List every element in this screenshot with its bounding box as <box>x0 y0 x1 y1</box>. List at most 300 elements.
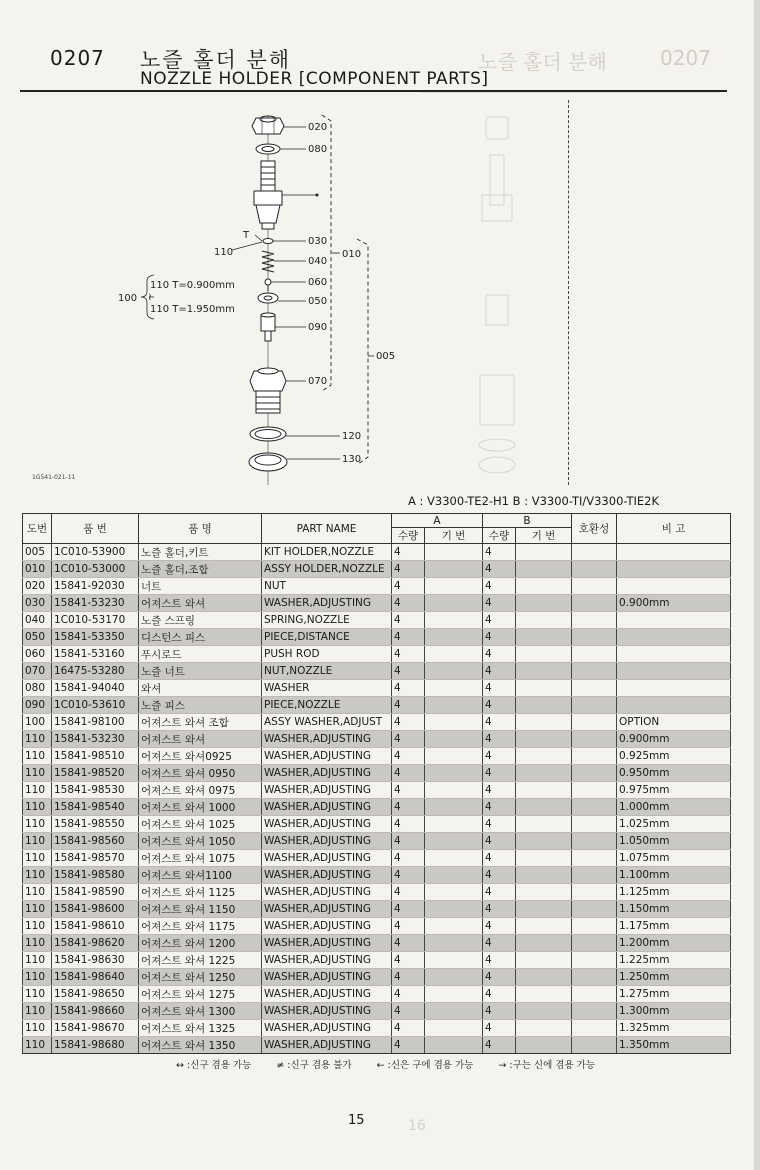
row-remarks: OPTION <box>617 714 731 731</box>
row-name-korean: 어져스트 와셔1100 <box>139 867 262 884</box>
row-serial-b <box>516 782 572 799</box>
row-interchange <box>572 748 617 765</box>
row-interchange <box>572 799 617 816</box>
table-row <box>23 884 731 901</box>
row-interchange <box>572 850 617 867</box>
row-serial-b <box>516 561 572 578</box>
row-part-number: 15841-98600 <box>52 901 139 918</box>
table-row <box>23 680 731 697</box>
row-remarks: 0.925mm <box>617 748 731 765</box>
row-interchange <box>572 697 617 714</box>
row-serial-a <box>425 646 483 663</box>
row-remarks: 1.225mm <box>617 952 731 969</box>
row-ref-no: 110 <box>23 765 52 782</box>
row-name-korean: 어져스트 와셔 1350 <box>139 1037 262 1054</box>
row-part-number: 15841-53160 <box>52 646 139 663</box>
header-no: 도번 <box>23 514 52 544</box>
row-interchange <box>572 561 617 578</box>
row-interchange <box>572 1020 617 1037</box>
row-interchange <box>572 663 617 680</box>
figure-id: 1G541-021-11 <box>32 474 76 481</box>
row-serial-b <box>516 1003 572 1020</box>
row-qty-b: 4 <box>483 561 516 578</box>
label-010: 010 <box>342 249 362 260</box>
row-serial-a <box>425 731 483 748</box>
row-qty-a: 4 <box>392 629 425 646</box>
row-ref-no: 110 <box>23 884 52 901</box>
row-part-name: PIECE,NOZZLE <box>262 697 392 714</box>
row-qty-a: 4 <box>392 850 425 867</box>
row-part-name: WASHER,ADJUSTING <box>262 1037 392 1054</box>
row-serial-a <box>425 884 483 901</box>
row-remarks: 1.275mm <box>617 986 731 1003</box>
label-120: 120 <box>342 431 362 442</box>
row-part-name: PIECE,DISTANCE <box>262 629 392 646</box>
row-serial-a <box>425 867 483 884</box>
row-serial-b <box>516 952 572 969</box>
row-serial-b <box>516 986 572 1003</box>
row-name-korean: 어져스트 와셔 1250 <box>139 969 262 986</box>
row-serial-b <box>516 731 572 748</box>
header-group-a: A <box>392 514 483 528</box>
label-040: 040 <box>308 256 328 267</box>
row-part-number: 15841-98630 <box>52 952 139 969</box>
row-remarks: 1.125mm <box>617 884 731 901</box>
row-serial-b <box>516 612 572 629</box>
row-ref-no: 110 <box>23 748 52 765</box>
row-part-name: KIT HOLDER,NOZZLE <box>262 544 392 561</box>
page-number: 15 <box>348 1113 365 1128</box>
row-serial-a <box>425 850 483 867</box>
row-ref-no: 110 <box>23 952 52 969</box>
row-qty-b: 4 <box>483 629 516 646</box>
row-serial-b <box>516 646 572 663</box>
row-serial-a <box>425 561 483 578</box>
row-remarks: 1.300mm <box>617 1003 731 1020</box>
row-serial-b <box>516 663 572 680</box>
row-serial-a <box>425 714 483 731</box>
row-part-name: WASHER,ADJUSTING <box>262 816 392 833</box>
table-row <box>23 748 731 765</box>
row-qty-a: 4 <box>392 646 425 663</box>
row-part-number: 15841-98550 <box>52 816 139 833</box>
row-name-korean: 어져스트 와셔 0975 <box>139 782 262 799</box>
row-part-number: 15841-98590 <box>52 884 139 901</box>
section-code: 0207 <box>50 46 105 70</box>
row-qty-b: 4 <box>483 1020 516 1037</box>
row-interchange <box>572 918 617 935</box>
row-part-number: 15841-98560 <box>52 833 139 850</box>
row-remarks: 1.350mm <box>617 1037 731 1054</box>
table-row <box>23 918 731 935</box>
table-header <box>23 514 731 544</box>
row-part-name: ASSY HOLDER,NOZZLE <box>262 561 392 578</box>
row-remarks: 1.175mm <box>617 918 731 935</box>
row-name-korean: 노즐 스프링 <box>139 612 262 629</box>
row-ref-no: 110 <box>23 918 52 935</box>
row-qty-b: 4 <box>483 986 516 1003</box>
row-part-number: 15841-98530 <box>52 782 139 799</box>
row-qty-a: 4 <box>392 578 425 595</box>
row-remarks: 0.900mm <box>617 595 731 612</box>
row-qty-a: 4 <box>392 867 425 884</box>
row-remarks <box>617 561 731 578</box>
row-qty-b: 4 <box>483 714 516 731</box>
row-interchange <box>572 680 617 697</box>
row-serial-a <box>425 1003 483 1020</box>
row-serial-a <box>425 833 483 850</box>
option-thickness-max: 110 T=1.950mm <box>150 304 235 315</box>
row-serial-a <box>425 629 483 646</box>
row-ref-no: 110 <box>23 986 52 1003</box>
holder-body-drawing <box>254 161 282 229</box>
row-remarks: 1.325mm <box>617 1020 731 1037</box>
table-row <box>23 697 731 714</box>
holder-pointer-dot <box>316 194 319 197</box>
legend-item: → :구는 신에 겸용 가능 <box>498 1060 595 1071</box>
row-qty-b: 4 <box>483 646 516 663</box>
row-ref-no: 050 <box>23 629 52 646</box>
bleed-through-diagram <box>479 117 515 473</box>
legend-item: ← :신은 구에 겸용 가능 <box>376 1060 474 1071</box>
row-part-number: 15841-98100 <box>52 714 139 731</box>
row-ref-no: 090 <box>23 697 52 714</box>
row-part-name: WASHER,ADJUSTING <box>262 850 392 867</box>
legend-item: ↔ :신구 겸용 가능 <box>176 1060 252 1071</box>
row-part-name: WASHER,ADJUSTING <box>262 748 392 765</box>
row-name-korean: 노즐 너트 <box>139 663 262 680</box>
row-qty-b: 4 <box>483 799 516 816</box>
nut-020-drawing <box>252 116 284 134</box>
table-row <box>23 901 731 918</box>
label-110: 110 <box>214 247 234 258</box>
row-qty-a: 4 <box>392 697 425 714</box>
row-part-number: 15841-98520 <box>52 765 139 782</box>
row-serial-b <box>516 816 572 833</box>
row-name-korean: 어져스트 와셔 조합 <box>139 714 262 731</box>
row-part-name: WASHER,ADJUSTING <box>262 1003 392 1020</box>
row-part-name: WASHER,ADJUSTING <box>262 765 392 782</box>
header-interchange: 호환성 <box>572 514 617 544</box>
row-interchange <box>572 782 617 799</box>
row-interchange <box>572 986 617 1003</box>
row-part-number: 15841-98540 <box>52 799 139 816</box>
table-row <box>23 935 731 952</box>
row-ref-no: 030 <box>23 595 52 612</box>
label-080: 080 <box>308 144 328 155</box>
row-serial-a <box>425 663 483 680</box>
row-remarks <box>617 680 731 697</box>
row-qty-b: 4 <box>483 731 516 748</box>
washer-130-drawing <box>249 453 287 471</box>
row-name-korean: 어져스트 와셔 1125 <box>139 884 262 901</box>
row-part-name: WASHER <box>262 680 392 697</box>
row-remarks <box>617 544 731 561</box>
row-interchange <box>572 833 617 850</box>
row-name-korean: 어져스트 와셔 1325 <box>139 1020 262 1037</box>
table-row <box>23 1003 731 1020</box>
row-ref-no: 010 <box>23 561 52 578</box>
row-remarks: 0.950mm <box>617 765 731 782</box>
row-serial-b <box>516 850 572 867</box>
model-legend: A : V3300-TE2-H1 B : V3300-TI/V3300-TIE2K <box>408 494 660 508</box>
row-serial-b <box>516 935 572 952</box>
row-qty-a: 4 <box>392 782 425 799</box>
header-part-no: 품 번 <box>52 514 139 544</box>
row-qty-b: 4 <box>483 969 516 986</box>
row-name-korean: 어져스트 와셔 0950 <box>139 765 262 782</box>
row-qty-b: 4 <box>483 578 516 595</box>
row-qty-a: 4 <box>392 561 425 578</box>
row-part-number: 15841-53230 <box>52 595 139 612</box>
row-part-name: WASHER,ADJUSTING <box>262 935 392 952</box>
row-remarks: 1.000mm <box>617 799 731 816</box>
row-interchange <box>572 952 617 969</box>
row-serial-b <box>516 1037 572 1054</box>
table-row <box>23 646 731 663</box>
row-serial-a <box>425 697 483 714</box>
row-qty-a: 4 <box>392 731 425 748</box>
row-qty-b: 4 <box>483 663 516 680</box>
table-row <box>23 986 731 1003</box>
row-part-number: 15841-98640 <box>52 969 139 986</box>
row-qty-b: 4 <box>483 816 516 833</box>
label-T: T <box>243 230 250 241</box>
row-qty-b: 4 <box>483 833 516 850</box>
row-qty-a: 4 <box>392 799 425 816</box>
row-serial-b <box>516 629 572 646</box>
row-qty-a: 4 <box>392 1003 425 1020</box>
row-ref-no: 110 <box>23 799 52 816</box>
row-part-name: WASHER,ADJUSTING <box>262 595 392 612</box>
label-030: 030 <box>308 236 328 247</box>
row-part-number: 1C010-53900 <box>52 544 139 561</box>
row-qty-b: 4 <box>483 952 516 969</box>
row-part-number: 16475-53280 <box>52 663 139 680</box>
washer-120-drawing <box>250 427 286 441</box>
row-part-number: 15841-98580 <box>52 867 139 884</box>
row-part-number: 15841-94040 <box>52 680 139 697</box>
row-name-korean: 너트 <box>139 578 262 595</box>
row-serial-a <box>425 1020 483 1037</box>
row-part-name: WASHER,ADJUSTING <box>262 969 392 986</box>
row-remarks: 1.250mm <box>617 969 731 986</box>
row-part-name: WASHER,ADJUSTING <box>262 986 392 1003</box>
row-name-korean: 어져스트 와셔 1175 <box>139 918 262 935</box>
row-ref-no: 110 <box>23 867 52 884</box>
row-qty-b: 4 <box>483 918 516 935</box>
row-qty-b: 4 <box>483 680 516 697</box>
row-qty-b: 4 <box>483 867 516 884</box>
row-interchange <box>572 578 617 595</box>
row-remarks <box>617 578 731 595</box>
row-serial-b <box>516 1020 572 1037</box>
row-ref-no: 110 <box>23 901 52 918</box>
row-part-number: 15841-53350 <box>52 629 139 646</box>
row-serial-a <box>425 578 483 595</box>
row-serial-a <box>425 969 483 986</box>
row-name-korean: 어져스트 와셔 1300 <box>139 1003 262 1020</box>
row-part-name: WASHER,ADJUSTING <box>262 867 392 884</box>
row-interchange <box>572 867 617 884</box>
row-qty-b: 4 <box>483 1037 516 1054</box>
adjusting-washer-030-drawing <box>263 239 273 244</box>
group-brackets <box>322 115 368 464</box>
row-serial-a <box>425 748 483 765</box>
table-row <box>23 969 731 986</box>
label-090: 090 <box>308 322 328 333</box>
row-qty-a: 4 <box>392 833 425 850</box>
header-qty-a: 수량 <box>392 528 425 544</box>
header-rule <box>20 90 727 92</box>
row-name-korean: 어져스트 와셔 1275 <box>139 986 262 1003</box>
row-part-name: WASHER,ADJUSTING <box>262 799 392 816</box>
row-serial-a <box>425 680 483 697</box>
row-part-number: 15841-98660 <box>52 1003 139 1020</box>
row-name-korean: 어져스트 와셔 1075 <box>139 850 262 867</box>
row-serial-b <box>516 799 572 816</box>
table-row <box>23 1037 731 1054</box>
washer-080-drawing <box>256 144 280 154</box>
header-name-ko: 품 명 <box>139 514 262 544</box>
row-qty-a: 4 <box>392 986 425 1003</box>
row-part-name: WASHER,ADJUSTING <box>262 884 392 901</box>
row-interchange <box>572 935 617 952</box>
title-english: NOZZLE HOLDER [COMPONENT PARTS] <box>140 69 489 89</box>
row-qty-b: 4 <box>483 765 516 782</box>
row-part-name: WASHER,ADJUSTING <box>262 901 392 918</box>
table-row <box>23 833 731 850</box>
row-serial-a <box>425 935 483 952</box>
row-part-name: SPRING,NOZZLE <box>262 612 392 629</box>
row-part-number: 1C010-53610 <box>52 697 139 714</box>
row-remarks <box>617 663 731 680</box>
row-serial-b <box>516 969 572 986</box>
nozzle-nut-070-drawing <box>250 368 286 413</box>
row-interchange <box>572 544 617 561</box>
table-row <box>23 765 731 782</box>
row-qty-a: 4 <box>392 612 425 629</box>
row-qty-b: 4 <box>483 935 516 952</box>
row-remarks: 0.900mm <box>617 731 731 748</box>
bleed-through-text: 노즐 홀더 분해 <box>478 50 607 74</box>
row-serial-a <box>425 901 483 918</box>
nozzle-piece-090-drawing <box>261 313 275 341</box>
row-interchange <box>572 646 617 663</box>
table-row <box>23 952 731 969</box>
row-qty-b: 4 <box>483 697 516 714</box>
label-005: 005 <box>376 351 396 362</box>
label-050: 050 <box>308 296 328 307</box>
row-remarks: 1.100mm <box>617 867 731 884</box>
table-row <box>23 731 731 748</box>
table-row <box>23 578 731 595</box>
label-100: 100 <box>118 293 138 304</box>
row-name-korean: 어져스트 와셔 1150 <box>139 901 262 918</box>
row-qty-a: 4 <box>392 884 425 901</box>
header-group-b: B <box>483 514 572 528</box>
label-070: 070 <box>308 376 328 387</box>
row-part-name: WASHER,ADJUSTING <box>262 833 392 850</box>
header-part-name: PART NAME <box>262 514 392 544</box>
row-interchange <box>572 1003 617 1020</box>
row-part-name: WASHER,ADJUSTING <box>262 731 392 748</box>
row-ref-no: 070 <box>23 663 52 680</box>
row-interchange <box>572 612 617 629</box>
row-qty-a: 4 <box>392 816 425 833</box>
row-interchange <box>572 901 617 918</box>
row-serial-a <box>425 595 483 612</box>
table-row <box>23 544 731 561</box>
row-serial-b <box>516 833 572 850</box>
table-row <box>23 663 731 680</box>
row-ref-no: 080 <box>23 680 52 697</box>
row-part-number: 15841-98680 <box>52 1037 139 1054</box>
row-qty-a: 4 <box>392 680 425 697</box>
row-serial-a <box>425 918 483 935</box>
legend-item: ≠ :신구 겸용 불가 <box>276 1060 352 1071</box>
row-serial-a <box>425 765 483 782</box>
row-serial-b <box>516 884 572 901</box>
row-qty-a: 4 <box>392 544 425 561</box>
row-serial-a <box>425 799 483 816</box>
table-row <box>23 595 731 612</box>
header-serial-a: 기 번 <box>425 528 483 544</box>
row-qty-b: 4 <box>483 748 516 765</box>
leader-lines <box>149 127 340 459</box>
row-serial-a <box>425 544 483 561</box>
table-row <box>23 799 731 816</box>
row-interchange <box>572 884 617 901</box>
row-part-number: 15841-98510 <box>52 748 139 765</box>
row-name-korean: 와셔 <box>139 680 262 697</box>
row-interchange <box>572 969 617 986</box>
row-part-number: 15841-53230 <box>52 731 139 748</box>
row-serial-b <box>516 918 572 935</box>
row-serial-b <box>516 595 572 612</box>
row-serial-a <box>425 782 483 799</box>
row-serial-a <box>425 952 483 969</box>
row-serial-a <box>425 1037 483 1054</box>
row-interchange <box>572 731 617 748</box>
row-name-korean: 노즐 홀더,키트 <box>139 544 262 561</box>
row-qty-a: 4 <box>392 935 425 952</box>
row-name-korean: 어져스트 와셔 <box>139 595 262 612</box>
push-rod-060-drawing <box>265 279 271 291</box>
row-ref-no: 040 <box>23 612 52 629</box>
row-part-number: 15841-98610 <box>52 918 139 935</box>
row-ref-no: 110 <box>23 969 52 986</box>
row-ref-no: 110 <box>23 833 52 850</box>
option-thickness-min: 110 T=0.900mm <box>150 280 235 291</box>
row-ref-no: 100 <box>23 714 52 731</box>
row-ref-no: 110 <box>23 731 52 748</box>
row-qty-b: 4 <box>483 901 516 918</box>
table-row <box>23 714 731 731</box>
row-interchange <box>572 714 617 731</box>
table-row <box>23 629 731 646</box>
row-qty-a: 4 <box>392 765 425 782</box>
row-qty-a: 4 <box>392 595 425 612</box>
row-serial-a <box>425 986 483 1003</box>
row-qty-b: 4 <box>483 595 516 612</box>
row-name-korean: 어져스트 와셔 <box>139 731 262 748</box>
row-part-number: 1C010-53170 <box>52 612 139 629</box>
row-part-name: NUT <box>262 578 392 595</box>
parts-table <box>22 513 731 1054</box>
row-name-korean: 노즐 피스 <box>139 697 262 714</box>
row-remarks <box>617 646 731 663</box>
